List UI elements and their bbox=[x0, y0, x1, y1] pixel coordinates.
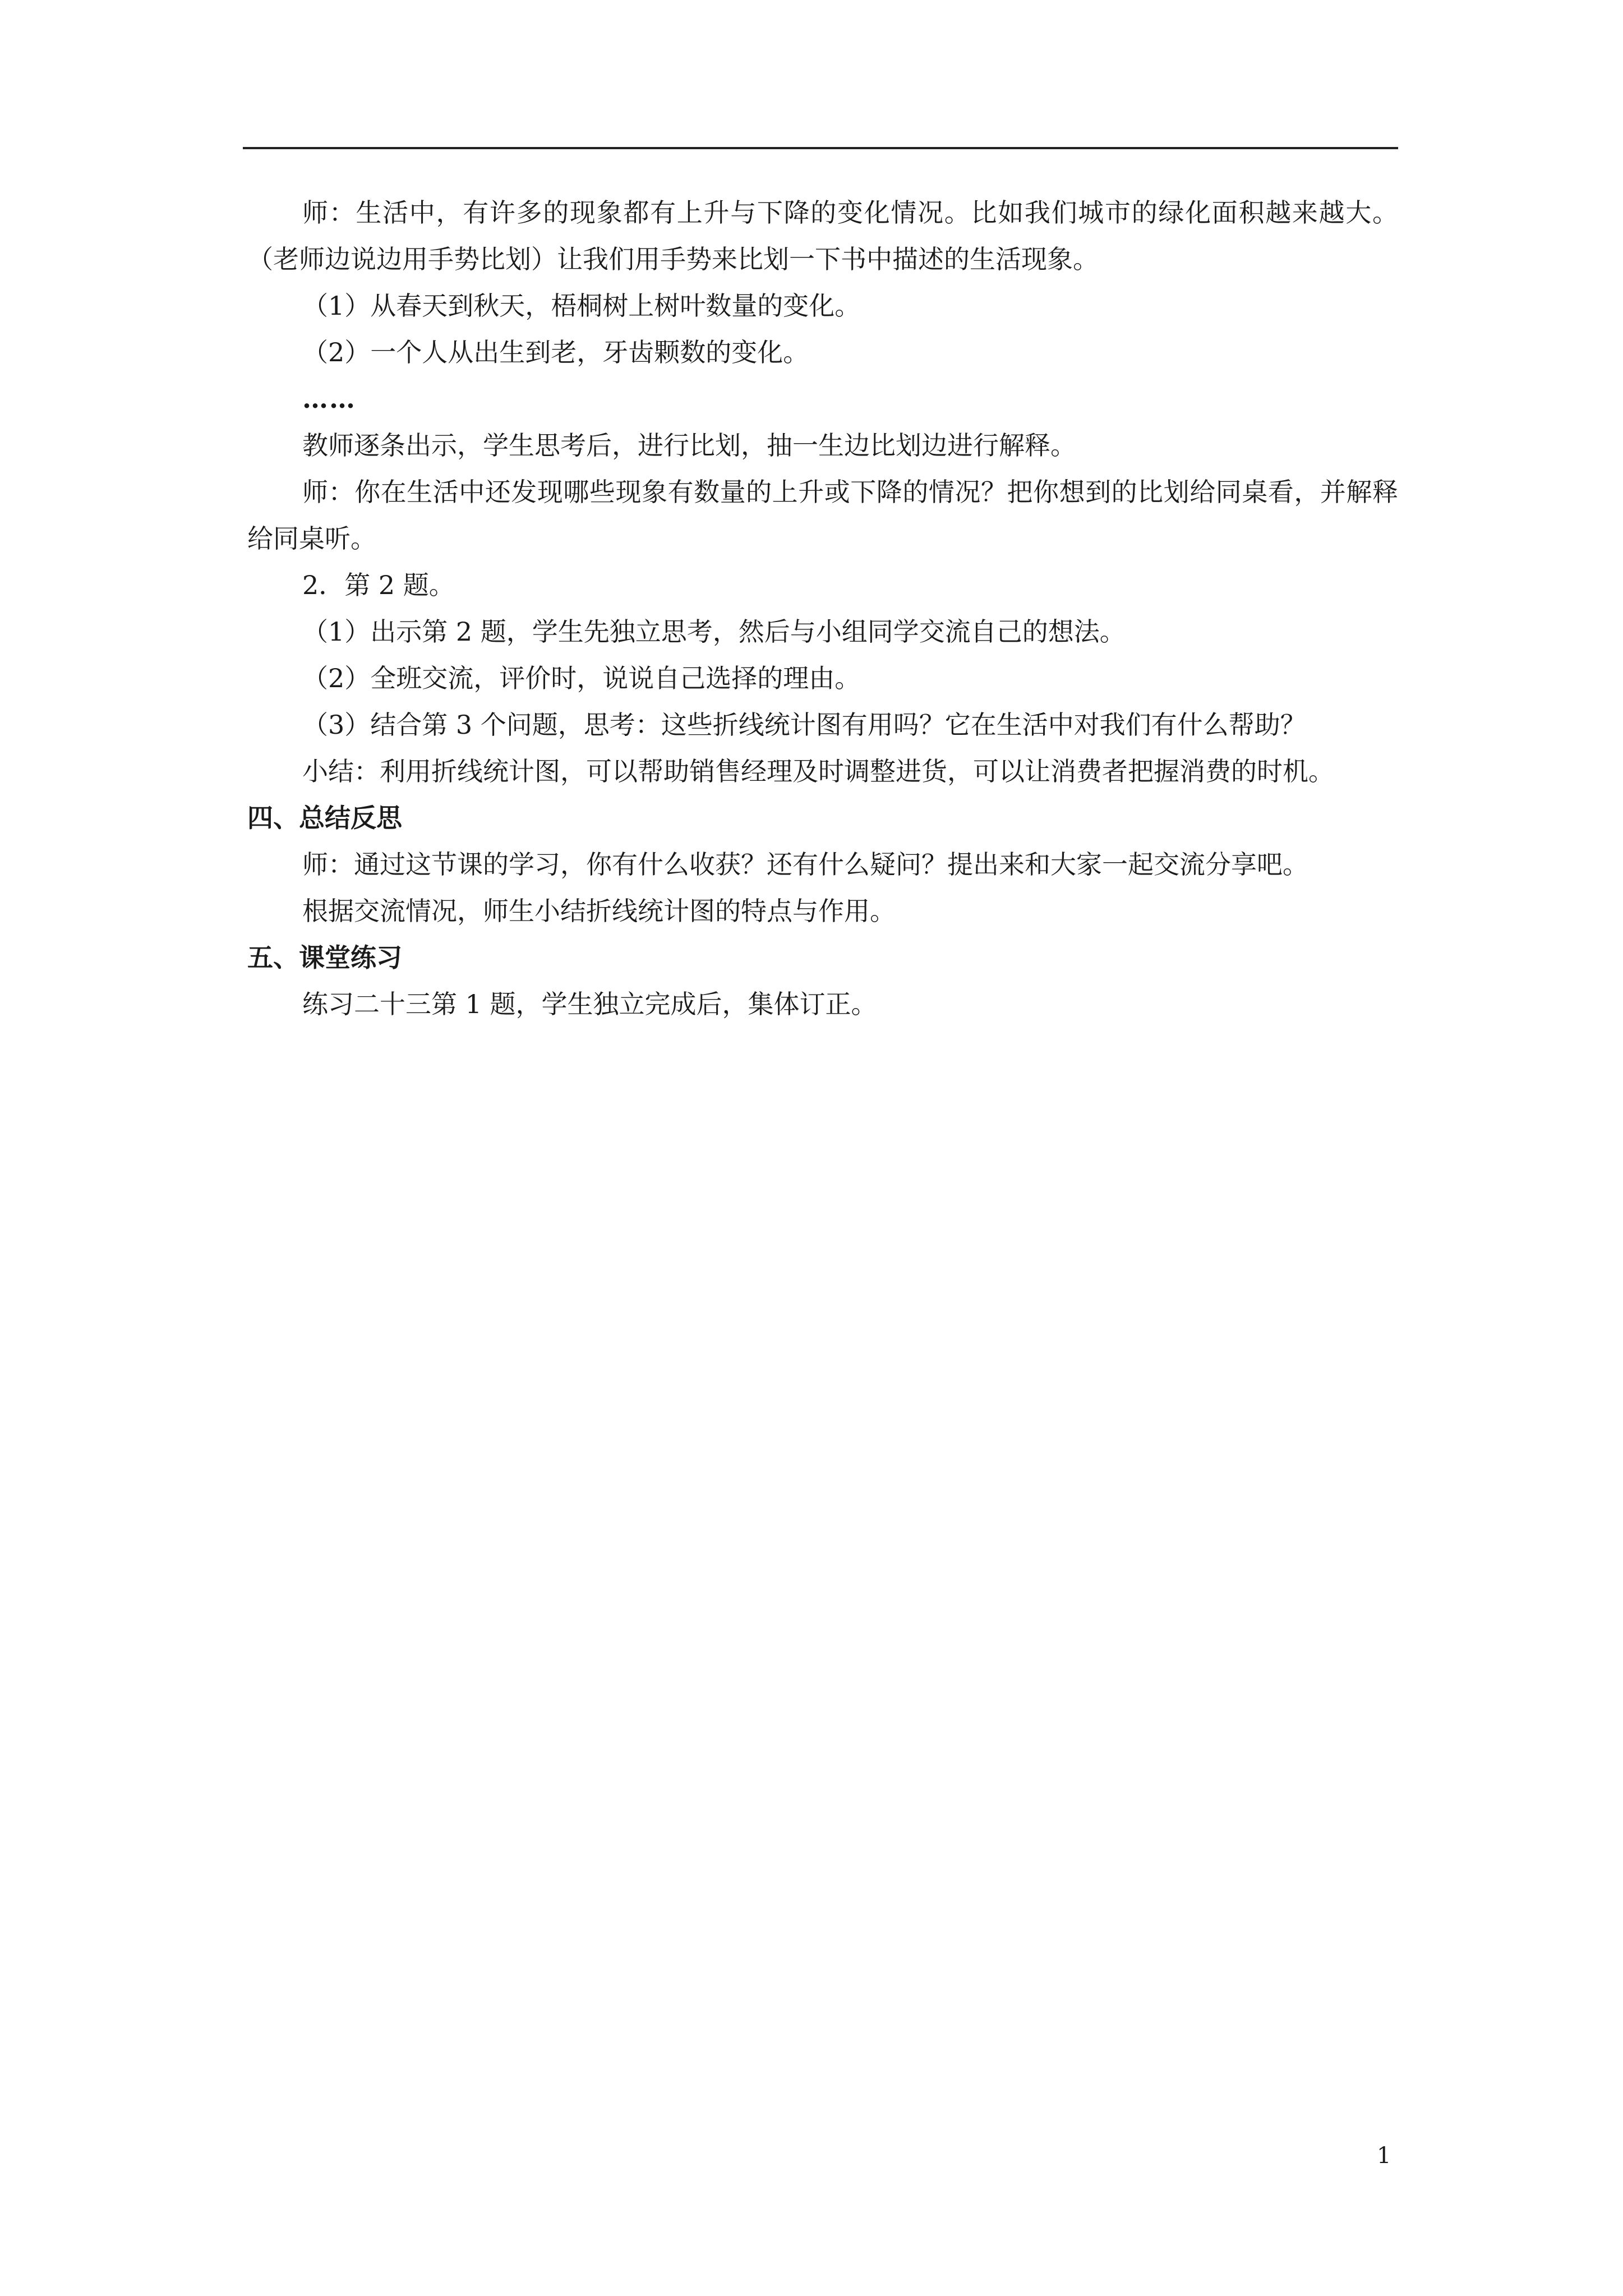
paragraph-teacher-reflection: 师：通过这节课的学习，你有什么收获？还有什么疑问？提出来和大家一起交流分享吧。 bbox=[302, 849, 1308, 880]
section-heading-summary-reflection: 四、总结反思 bbox=[247, 803, 402, 833]
page-number: 1 bbox=[1377, 2143, 1391, 2169]
paragraph-exercise-2: 2．第 2 题。 bbox=[302, 570, 455, 600]
section-heading-class-practice: 五、课堂练习 bbox=[247, 942, 402, 973]
header-rule bbox=[243, 147, 1398, 149]
paragraph-teacher-intro: 师：生活中，有许多的现象都有上升与下降的变化情况。比如我们城市的绿化面积越来越大。（老师边说边用手势比划）让我们用手势来比划一下书中描述的生活现象。 bbox=[247, 197, 1398, 274]
paragraph-step-3: （3）结合第 3 个问题，思考：这些折线统计图有用吗？它在生活中对我们有什么帮助？ bbox=[302, 710, 1306, 740]
paragraph-summary: 小结：利用折线统计图，可以帮助销售经理及时调整进货，可以让消费者把握消费的时机。 bbox=[302, 756, 1334, 786]
document-body bbox=[247, 190, 1398, 1028]
paragraph-reflection-summary: 根据交流情况，师生小结折线统计图的特点与作用。 bbox=[302, 896, 896, 926]
paragraph-step-2: （2）全班交流，评价时，说说自己选择的理由。 bbox=[302, 663, 861, 693]
paragraph-practice: 练习二十三第 1 题，学生独立完成后，集体订正。 bbox=[302, 989, 877, 1019]
paragraph-ellipsis: …… bbox=[302, 384, 356, 414]
paragraph-teacher-shows: 教师逐条出示，学生思考后，进行比划，抽一生边比划边进行解释。 bbox=[302, 430, 1076, 461]
paragraph-teacher-question: 师：你在生活中还发现哪些现象有数量的上升或下降的情况？把你想到的比划给同桌看，并解释给同桌听。 bbox=[247, 477, 1398, 554]
paragraph-step-1: （1）出示第 2 题，学生先独立思考，然后与小组同学交流自己的想法。 bbox=[302, 616, 1126, 647]
paragraph-example-1: （1）从春天到秋天，梧桐树上树叶数量的变化。 bbox=[302, 291, 861, 321]
paragraph-example-2: （2）一个人从出生到老，牙齿颗数的变化。 bbox=[302, 337, 809, 367]
